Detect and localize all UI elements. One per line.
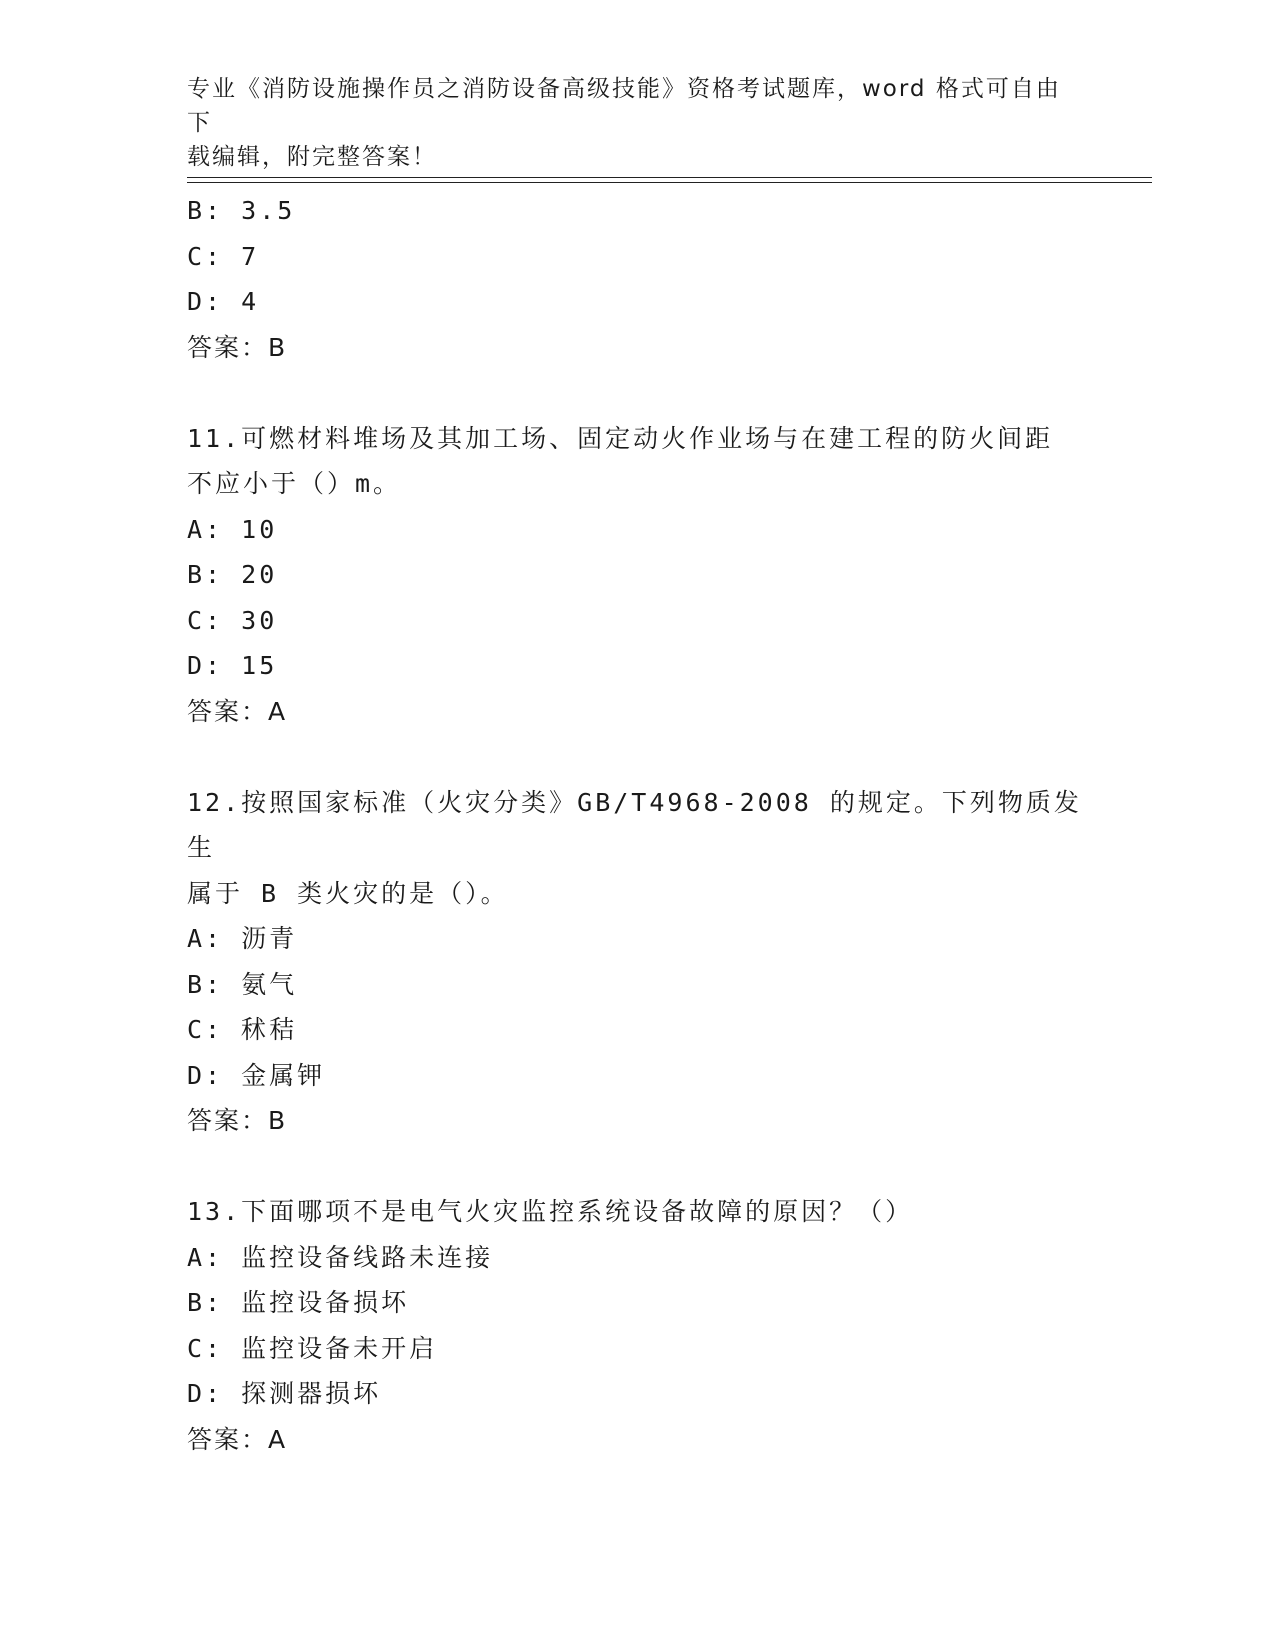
option-a: A: 监控设备线路未连接	[187, 1242, 494, 1272]
document-header	[187, 72, 1067, 174]
question-stem: 13.下面哪项不是电气火灾监控系统设备故障的原因？（）	[187, 1197, 914, 1226]
header-line-2: 载编辑，附完整答案！	[187, 144, 437, 170]
option-c: C: 7	[187, 241, 260, 271]
previous-question-tail	[187, 188, 1087, 370]
spacer	[187, 370, 1087, 416]
option-d: D: 15	[187, 651, 278, 680]
answer-line: 答案：A	[187, 1424, 288, 1454]
question-list	[187, 188, 1087, 1462]
question-stem: 不应小于（）m。	[187, 469, 402, 498]
question-stem: 11.可燃材料堆场及其加工场、固定动火作业场与在建工程的防火间距	[187, 423, 1054, 453]
question-13	[187, 1189, 1087, 1462]
option-a: A: 沥青	[187, 924, 298, 953]
question-stem: 12.按照国家标准（火灾分类》GB/T4968-2008 的规定。下列物质发生	[187, 787, 1082, 862]
question-stem: 属于 B 类火灾的是（）。	[187, 878, 509, 908]
option-d: D: 4	[187, 287, 260, 316]
option-c: C: 秫秸	[187, 1015, 298, 1044]
spacer	[187, 1144, 1087, 1190]
option-b: B: 3.5	[187, 196, 296, 225]
option-d: D: 金属钾	[187, 1060, 326, 1090]
question-11	[187, 416, 1087, 735]
answer-line: 答案：A	[187, 696, 288, 726]
option-c: C: 监控设备未开启	[187, 1333, 438, 1363]
option-a: A: 10	[187, 514, 278, 544]
answer-line: 答案：B	[187, 1106, 288, 1135]
option-c: C: 30	[187, 605, 278, 635]
answer-line: 答案：B	[187, 332, 288, 362]
header-line-1: 专业《消防设施操作员之消防设备高级技能》资格考试题库，word 格式可自由下	[187, 76, 1061, 136]
option-d: D: 探测器损坏	[187, 1379, 382, 1408]
spacer	[187, 734, 1087, 780]
option-b: B: 氨气	[187, 969, 298, 999]
option-b: B: 20	[187, 560, 278, 589]
header-rule-bottom	[187, 182, 1152, 183]
question-12	[187, 780, 1087, 1144]
header-rule-top	[187, 177, 1152, 178]
option-b: B: 监控设备损坏	[187, 1288, 410, 1317]
